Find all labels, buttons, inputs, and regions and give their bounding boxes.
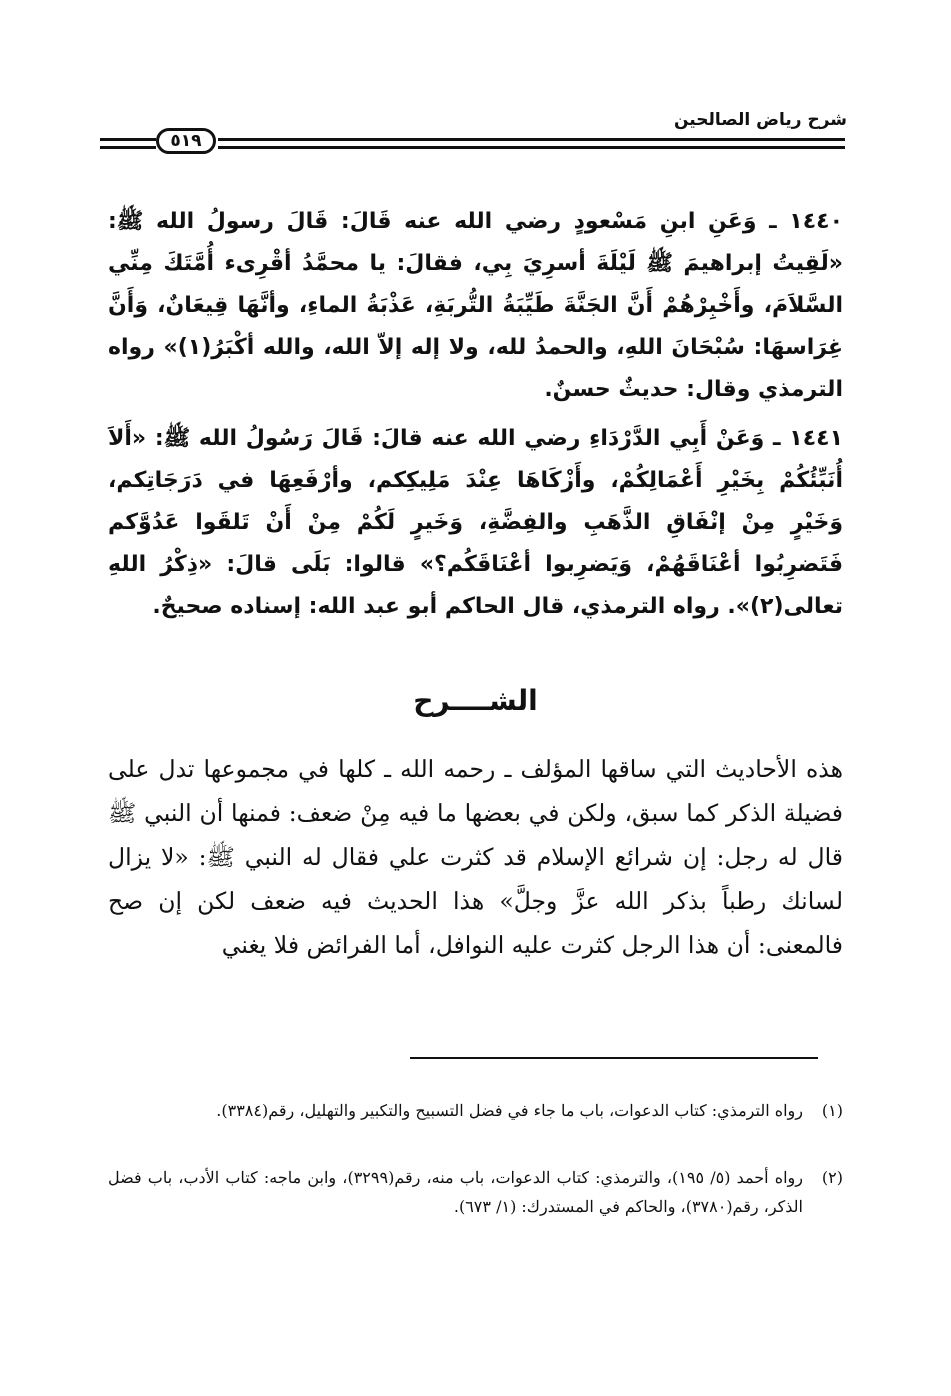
footnote-text: رواه الترمذي: كتاب الدعوات، باب ما جاء في فضل التسبيح والتكبير والتهليل، رقم(٣٣٨٤).: [216, 1101, 803, 1120]
section-title: الشــــرح: [413, 684, 538, 717]
commentary-paragraph: هذه الأحاديث التي ساقها المؤلف ـ رحمه الله ـ كلها في مجموعها تدل على فضيلة الذكر كما سبق، ولكن في بعضها ما فيه مِنْ ضعف: فمنها أن النبي ﷺ قال له رجل: إن شرائع الإسلام قد كثرت علي فقال له النبي ﷺ: «لا يزال لسانك رطباً بذكر الله عزَّ وجلَّ» هذا الحديث فيه ضعف لكن إن صح فالمعنى: أن هذا الرجل كثرت عليه النوافل، أما الفرائض فلا يغني: [108, 755, 843, 959]
hadith-1441: ١٤٤١ ـ وَعَنْ أَبِي الدَّرْدَاءِ رضي الله عنه قالَ: قَالَ رَسُولُ الله ﷺ: «أَلاَ أُنَبِّئُكُمْ بِخَيْرِ أَعْمَالِكُمْ، وأَزْكَاهَا عِنْدَ مَلِيكِكم، وأرْفَعِهَا في دَرَجَاتِكم، وَخَيْرٍ مِنْ إنْفَاقِ الذَّهَبِ والفِضَّةِ، وَخَيرٍ لَكُمْ مِنْ أَنْ تَلقَوا عَدُوَّكم فَتَضرِبُوا أعْنَاقَهُمْ، وَيَضرِبوا أعْنَاقَكُم؟» قالوا: بَلَى قالَ: «ذِكْرُ اللهِ تعالى(٢)». رواه الترمذي، قال الحاكم أبو عبد الله: إسناده صحيحٌ.: [108, 426, 843, 619]
header-rule: [100, 138, 156, 141]
header-rule: [100, 146, 156, 149]
footnote-text: رواه أحمد (٥/ ١٩٥)، والترمذي: كتاب الدعوات، باب منه، رقم(٣٢٩٩)، وابن ماجه: كتاب الأدب، باب فضل الذكر، رقم(٣٧٨٠)، والحاكم في المستدرك: (١/ ٦٧٣).: [108, 1168, 803, 1216]
hadith-1440: ١٤٤٠ ـ وَعَنِ ابنِ مَسْعودٍ رضي الله عنه قَالَ: قَالَ رسولُ الله ﷺ: «لَقِيتُ إبراهيمَ ﷺ لَيْلَةَ أسرِيَ بِي، فقالَ: يا محمَّدُ أقْرِىء أُمَّتَكَ مِنِّي السَّلاَمَ، وأَخْبِرْهُمْ أَنَّ الجَنَّةَ طَيِّبَةُ التُّربَةِ، عَذْبَةُ الماءِ، وأنَّهَا قِيعَانٌ، وَأَنَّ غِرَاسهَا: سُبْحَانَ اللهِ، والحمدُ لله، ولا إله إلاّ الله، والله أكْبَرُ(١)» رواه الترمذي وقال: حديثٌ حسنٌ.: [108, 209, 843, 402]
footnote-marker: (٢): [821, 1168, 843, 1187]
footnote-1: [108, 1096, 843, 1125]
footnote-2: [108, 1163, 843, 1221]
page-number: ٥١٩: [156, 128, 216, 154]
footnote-marker: (١): [821, 1101, 843, 1120]
header-rule: [218, 146, 845, 149]
footnote-separator: [410, 1057, 818, 1059]
running-header-title: شرح رياض الصالحين: [673, 110, 847, 130]
header-rule: [218, 138, 845, 141]
